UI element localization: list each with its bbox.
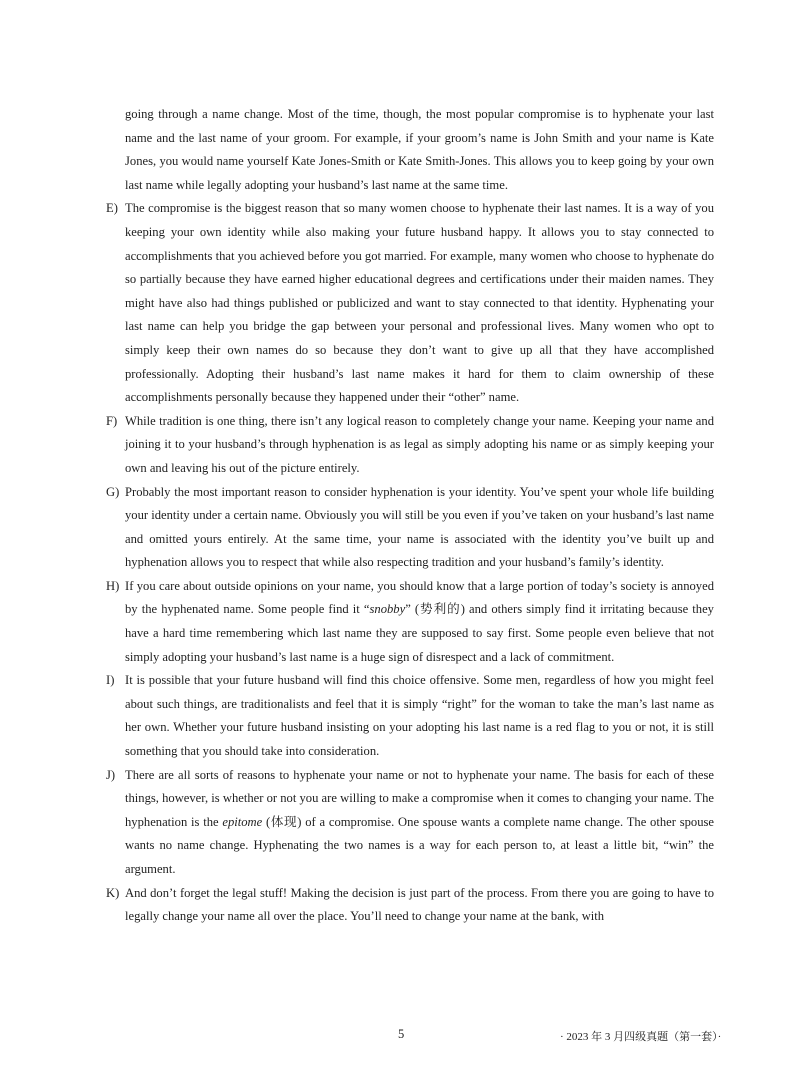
italic-term: epitome bbox=[222, 814, 263, 829]
paragraph-text-end: ” (势利的) and others simply find it irritating because they have a hard time remembering which last name they are supposed to say first. Some people even believe that not simply adopting your husband’s last name is a huge sign of disrespect and a lack of commitment. bbox=[125, 602, 714, 664]
paragraph-text: Probably the most important reason to consider hyphenation is your identity. You’ve spent your whole life building your identity under a certain name. Obviously you will still be you even if you’ve taken on your husband’s last name and omitted yours entirely. At the same time, your name is associated with the identity you’ve built up and hyphenation allows you to respect that while also respecting tradition and your husband’s family’s identity. bbox=[125, 484, 714, 570]
paragraph-text: While tradition is one thing, there isn’t any logical reason to completely change your name. Keeping your name and joining it to your husband’s through hyphenation is as legal as simply adopting his name or as simply keeping your own and leaving his out of the picture entirely. bbox=[125, 413, 714, 475]
paragraph-j bbox=[106, 764, 714, 882]
paragraph-text bbox=[125, 575, 714, 669]
paragraph-text: And don’t forget the legal stuff! Making the decision is just part of the process. From there you are going to have to legally change your name all over the place. You’ll need to change your name at the bank, with bbox=[125, 885, 714, 924]
paragraph-text-start: There are all sorts of reasons to hyphenate your name or not to hyphenate your name. The basis for each of these things, however, is whether or not you are willing to make a compromise when it comes to changing your name. The hyphenation is the bbox=[125, 767, 714, 829]
paragraph-letter: H) bbox=[106, 578, 120, 593]
paragraph-text-start: If you care about outside opinions on your name, you should know that a large portion of today’s society is annoyed by the hyphenated name. Some people find it “ bbox=[125, 578, 714, 617]
intro-paragraph: going through a name change. Most of the time, though, the most popular compromise is to hyphenate your last name and the last name of your groom. For example, if your groom’s name is John Smith and your name is Kate Jones, you would name yourself Kate Jones-Smith or Kate Smith-Jones. This allows you to keep going by your own last name while legally adopting your husband’s last name at the same time. bbox=[125, 107, 714, 192]
paragraph-k bbox=[106, 882, 714, 929]
paragraph-text-end: (体现) of a compromise. One spouse wants a complete name change. The other spouse wants no name change. Hyphenating the two names is a way for each person to, at least a little bit, “win” the argument. bbox=[125, 814, 714, 876]
paragraph-letter: J) bbox=[106, 767, 116, 782]
paragraph-letter: K) bbox=[106, 885, 120, 900]
italic-term: snobby bbox=[369, 602, 406, 617]
article-body bbox=[106, 103, 714, 929]
paragraph-h bbox=[106, 575, 714, 669]
paragraph-letter: I) bbox=[106, 673, 115, 688]
paragraph-letter: F) bbox=[106, 413, 118, 428]
paragraph-e bbox=[106, 197, 714, 409]
paragraph-i bbox=[106, 669, 714, 763]
page-number: 5 bbox=[398, 1027, 405, 1041]
exam-source: · 2023 年 3 月四级真题（第一套）· bbox=[560, 1031, 722, 1043]
paragraph-text: It is possible that your future husband will find this choice offensive. Some men, regardless of how you might feel about such things, are traditionalists and feel that it is simply “right” for the woman to take the man’s last name as her own. Whether your future husband insisting on your adopting his last name is a red flag to you or not, it is still something that you should take into consideration. bbox=[125, 673, 714, 759]
paragraph-text bbox=[125, 764, 714, 882]
paragraph-letter: G) bbox=[106, 484, 120, 499]
paragraph-f bbox=[106, 410, 714, 481]
paragraph-g bbox=[106, 481, 714, 575]
paragraph-letter: E) bbox=[106, 201, 118, 216]
paragraph-text: The compromise is the biggest reason that so many women choose to hyphenate their last names. It is a way of you keeping your own identity while also making your future husband happy. It allows you to stay connected to accomplishments that you achieved before you got married. For example, many women who choose to hyphenate do so partially because they have earned higher educational degrees and certifications under their maiden names. They might have also had things published or publicized and want to stay connected to that identity. Hyphenating your last name can help you bridge the gap between your personal and professional lives. Many women who opt to simply keep their own names do so because they don’t want to give up all that they have accomplished professionally. Adopting their husband’s last name makes it hard for them to claim ownership of these accomplishments personally because they happened under their “other” name. bbox=[125, 201, 714, 405]
